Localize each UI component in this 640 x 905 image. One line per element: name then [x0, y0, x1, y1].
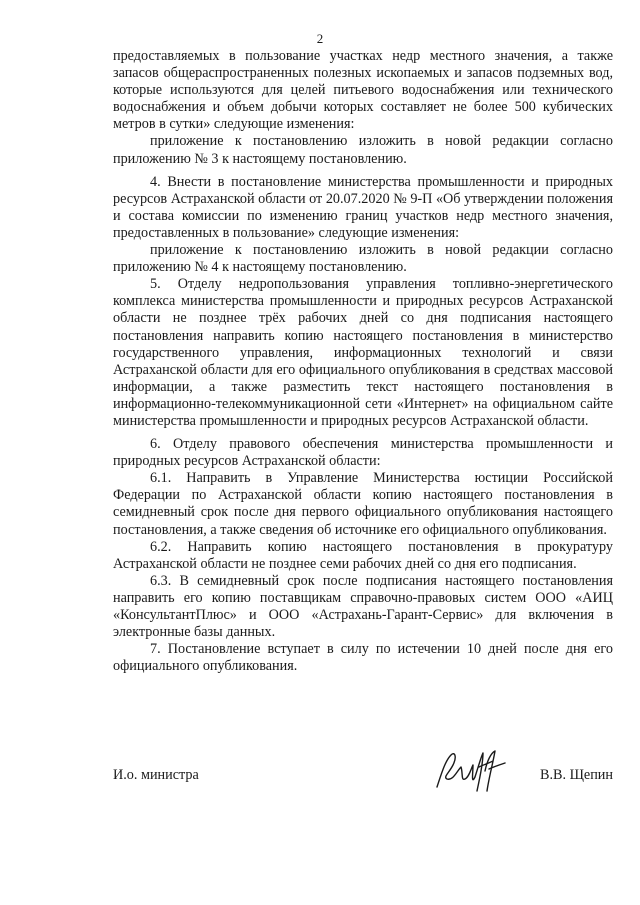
- paragraph-appendix-3: приложение к постановлению изложить в новой редакции согласно приложению № 3 к настоящему постановлению.: [113, 133, 613, 167]
- signer-title: И.о. министра: [113, 767, 199, 783]
- paragraph-item-6: 6. Отделу правового обеспечения министерства промышленности и природных ресурсов Астраханской области:: [113, 436, 613, 470]
- paragraph-item-6-2: 6.2. Направить копию настоящего постановления в прокуратуру Астраханской области не позднее семи рабочих дней со дня его подписания.: [113, 538, 613, 572]
- paragraph-appendix-4: приложение к постановлению изложить в новой редакции согласно приложению № 4 к настоящему постановлению.: [113, 242, 613, 276]
- signer-name: В.В. Щепин: [540, 767, 613, 783]
- handwritten-signature: [431, 747, 511, 795]
- paragraph-item-7: 7. Постановление вступает в силу по истечении 10 дней после дня его официального опубликования.: [113, 641, 613, 675]
- paragraph-item-6-1: 6.1. Направить в Управление Министерства юстиции Российской Федерации по Астраханской области копию настоящего постановления в семидневный срок после дня первого официального опубликования настоящего постановления, а также сведения об источнике его официального опубликования.: [113, 470, 613, 538]
- paragraph-item-4: 4. Внести в постановление министерства промышленности и природных ресурсов Астраханской области от 20.07.2020 № 9-П «Об утверждении положения и состава комиссии по изменению границ участков недр местного значения, предоставленных в пользование» следующие изменения:: [113, 173, 613, 241]
- paragraph-item-6-3: 6.3. В семидневный срок после подписания настоящего постановления направить его копию поставщикам справочно-правовых систем ООО «АИЦ «КонсультантПлюс» и ООО «Астрахань-Гарант-Сервис» для включения в электронные базы данных.: [113, 572, 613, 641]
- paragraph-item-5: 5. Отделу недропользования управления топливно-энергетического комплекса министерства промышленности и природных ресурсов Астраханской области не позднее трёх рабочих дней со дня подписания настоящего постановления направить копию настоящего постановления в министерство государственного управления, информационных технологий и связи Астраханской области для его официального опубликования в средствах массовой информации, а также разместить текст настоящего постановления в информационно-телекоммуникационной сети «Интернет» на официальном сайте министерства промышленности и природных ресурсов Астраханской области.: [113, 276, 613, 429]
- paragraph-continuation: предоставляемых в пользование участках недр местного значения, а также запасов общераспространенных полезных ископаемых и запасов подземных вод, которые используются для целей питьевого водоснабжения или технического водоснабжения и объем добычи которых составляет не более 500 кубических метров в сутки» следующие изменения:: [113, 48, 613, 133]
- signature-block: [113, 755, 613, 815]
- document-body: [113, 48, 613, 675]
- page-number: 2: [316, 31, 324, 46]
